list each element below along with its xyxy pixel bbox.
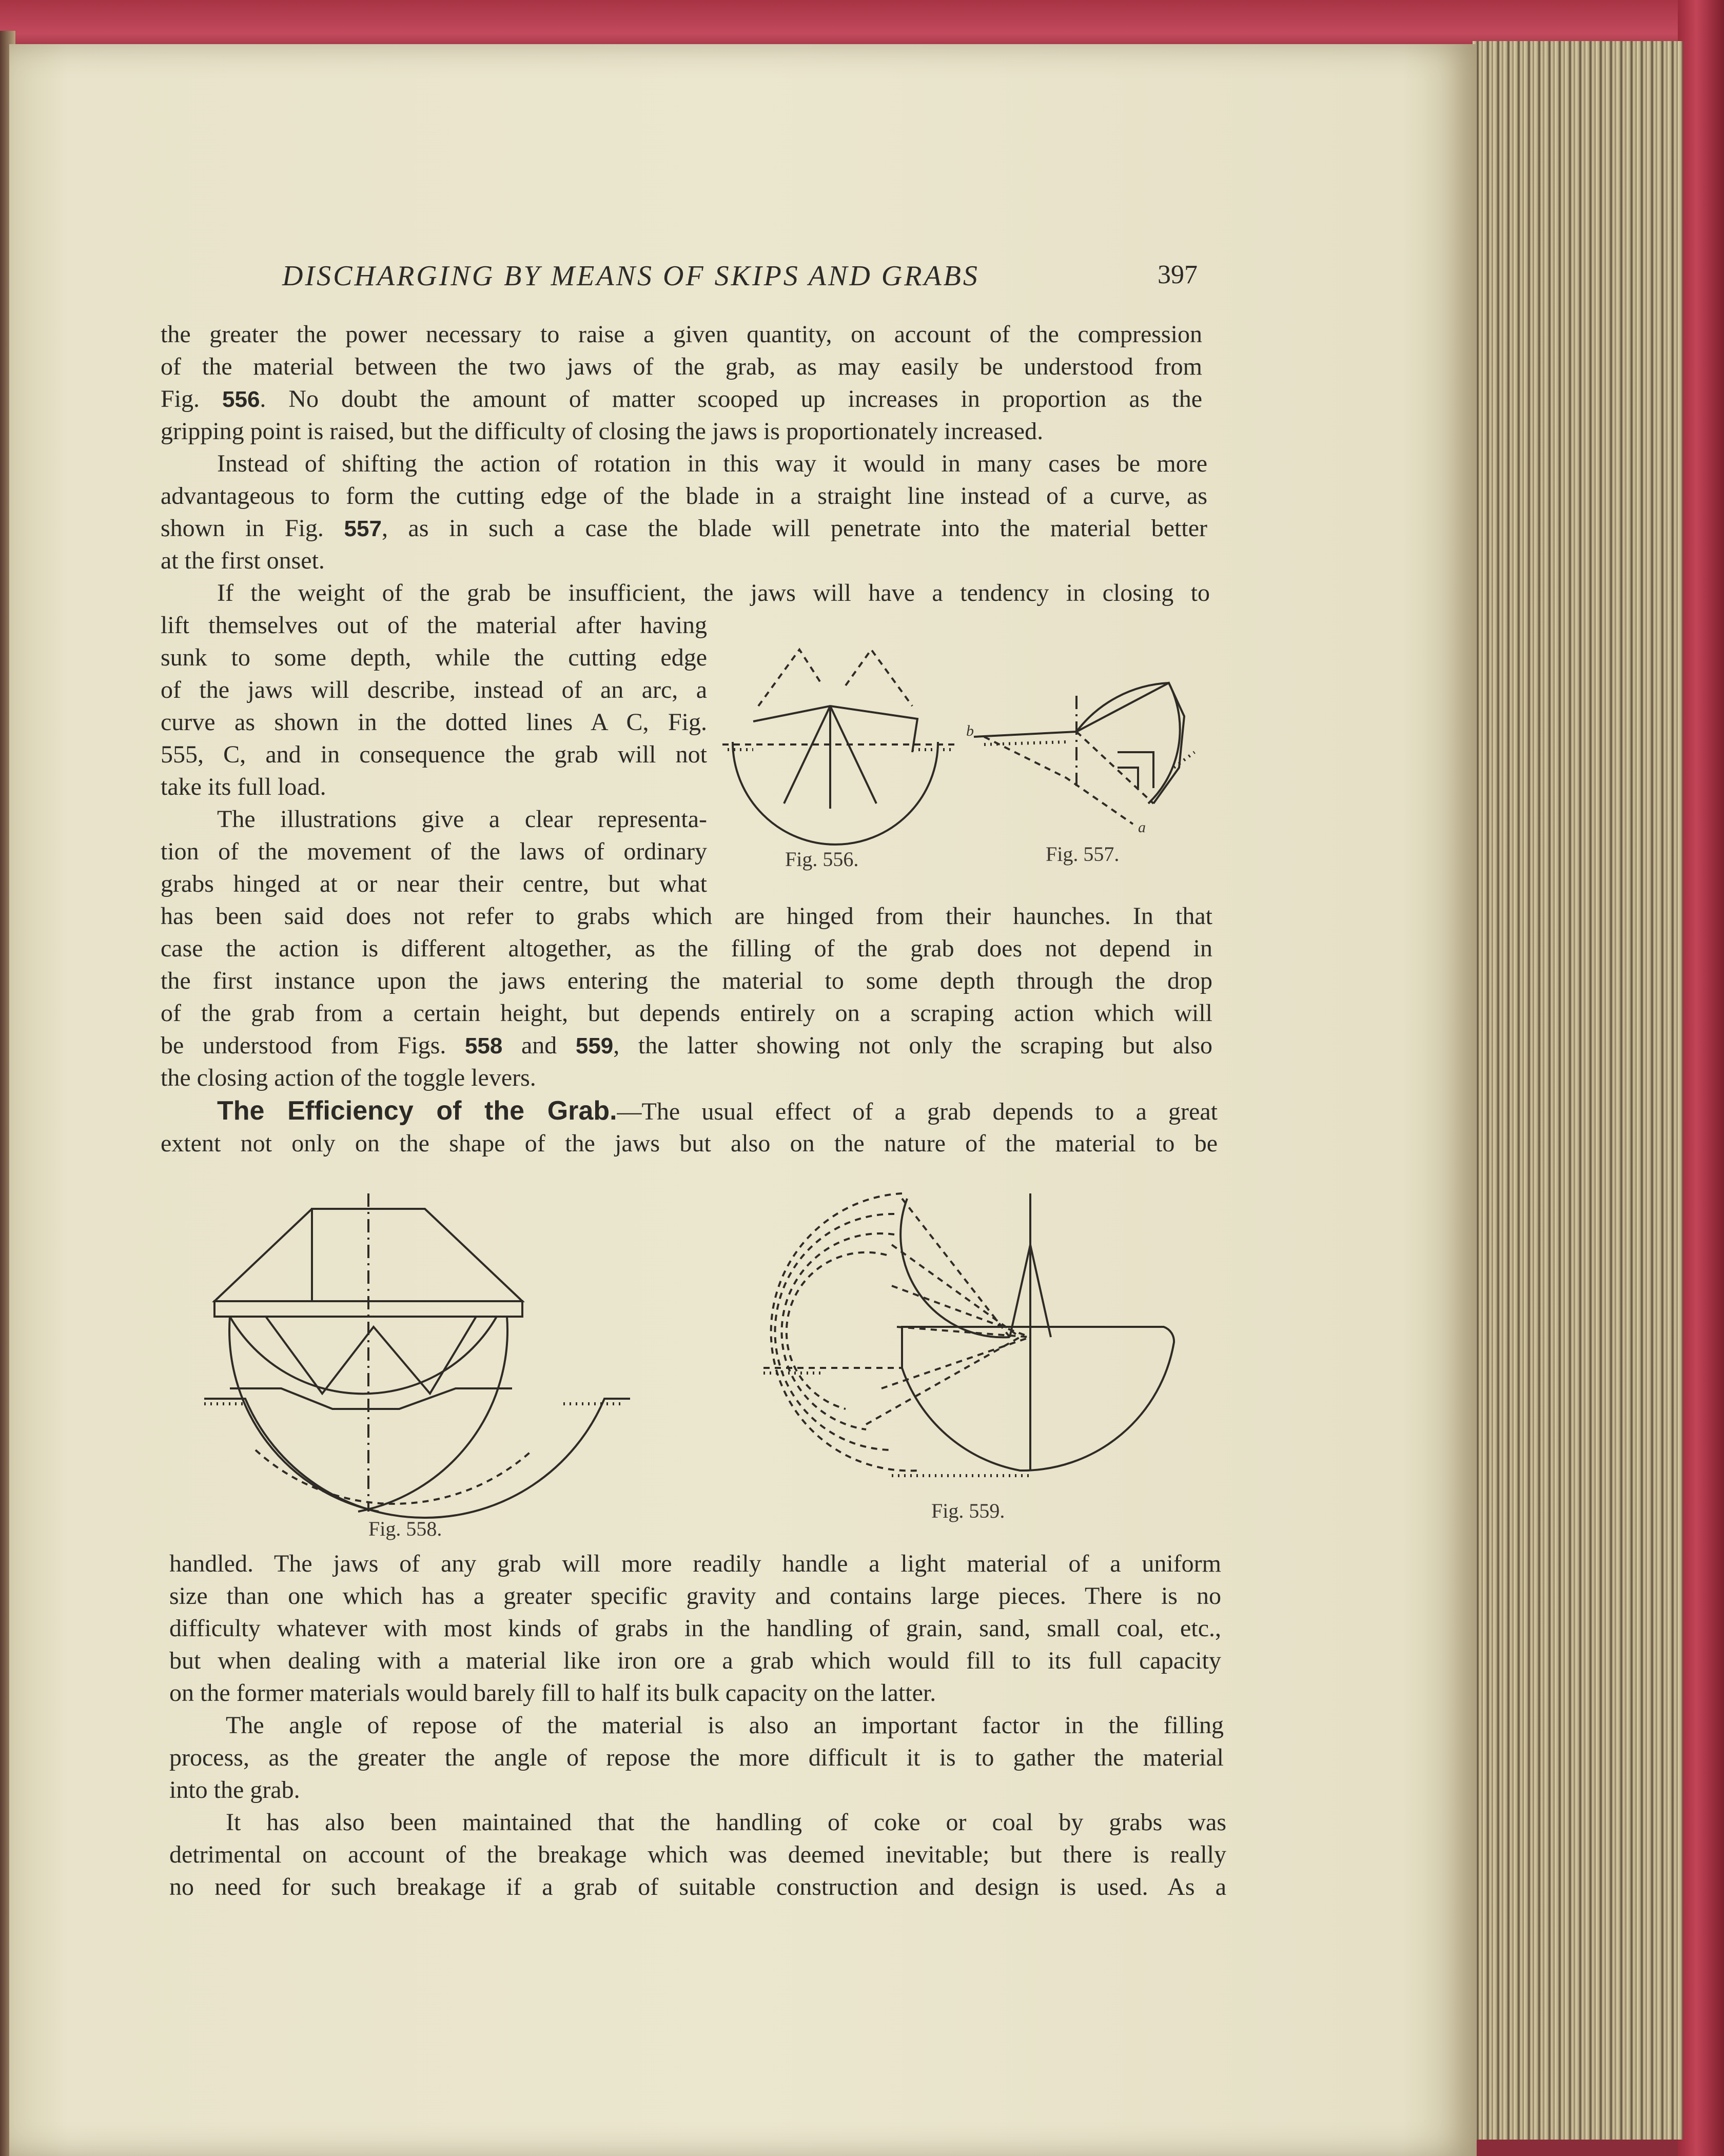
paragraph-6: [169, 1709, 1224, 1806]
text-line: be understood from Figs. 558 and 559, the latter showing not only the scraping but also: [161, 1032, 1212, 1059]
text-line: the closing action of the toggle levers.: [161, 1064, 536, 1091]
running-head: DISCHARGING BY MEANS OF SKIPS AND GRABS: [282, 260, 979, 292]
paragraph-4: [161, 900, 1212, 1094]
text-line: extent not only on the shape of the jaws but also on the nature of the material to be: [161, 1130, 1218, 1157]
text-line: gripping point is raised, but the difficulty of closing the jaws is proportionately increased.: [161, 418, 1044, 445]
text-line: advantageous to form the cutting edge of the blade in a straight line instead of a curve, as: [161, 482, 1207, 509]
text-line: handled. The jaws of any grab will more readily handle a light material of a uniform: [169, 1550, 1221, 1577]
book-page: [9, 44, 1477, 2156]
paragraph-1: [161, 318, 1202, 447]
caption-fig-558: Fig. 558.: [368, 1517, 442, 1540]
text-line: into the grab.: [169, 1776, 300, 1804]
text-line: has been said does not refer to grabs which are hinged from their haunches. In that: [161, 903, 1212, 930]
paragraph-7: [169, 1806, 1226, 1903]
text-line: It has also been maintained that the handling of coke or coal by grabs was: [226, 1809, 1226, 1836]
book-cover-right: [1678, 0, 1724, 2156]
paragraph-3: [161, 577, 1210, 609]
text-line: size than one which has a greater specific gravity and contains large pieces. There is no: [169, 1582, 1221, 1610]
text-line: at the first onset.: [161, 547, 325, 574]
fig-557-label-b: b: [966, 722, 974, 739]
paragraph-2: [161, 447, 1207, 577]
caption-fig-556: Fig. 556.: [785, 848, 859, 871]
caption-fig-557: Fig. 557.: [1046, 842, 1120, 866]
text-line: no need for such breakage if a grab of suitable construction and design is used. As a: [169, 1873, 1226, 1900]
page-edges: [1473, 41, 1683, 2140]
text-line: grabs hinged at or near their centre, but what: [161, 870, 707, 897]
text-line: on the former materials would barely fill to half its bulk capacity on the latter.: [169, 1679, 936, 1707]
text-line: process, as the greater the angle of repose the more difficult it is to gather the material: [169, 1744, 1224, 1771]
page-number: 397: [1158, 260, 1198, 289]
text-line: The illustrations give a clear representa-: [217, 806, 707, 833]
text-line: sunk to some depth, while the cutting edge: [161, 644, 707, 671]
text-line: The angle of repose of the material is also an important factor in the filling: [226, 1712, 1224, 1739]
fig-ref-556: 556: [222, 387, 260, 412]
fig-ref-558: 558: [464, 1033, 503, 1059]
paragraph-5: [169, 1547, 1221, 1709]
text-line: shown in Fig. 557, as in such a case the blade will penetrate into the material better: [161, 515, 1207, 542]
caption-fig-559: Fig. 559.: [931, 1499, 1005, 1522]
text-line: difficulty whatever with most kinds of grabs in the handling of grain, sand, small coal, etc.,: [169, 1615, 1221, 1642]
figure-556-diagram: [722, 634, 958, 839]
section-heading: The Efficiency of the Grab.: [217, 1096, 617, 1126]
text-line: detrimental on account of the breakage which was deemed inevitable; but there is really: [169, 1841, 1226, 1868]
text-line: tion of the movement of the laws of ordinary: [161, 838, 707, 865]
figure-557-diagram: [964, 634, 1210, 850]
text-line: If the weight of the grab be insufficient, the jaws will have a tendency in closing to: [217, 579, 1210, 606]
text-line: lift themselves out of the material after having: [161, 612, 707, 639]
text-line: the greater the power necessary to raise a given quantity, on account of the compression: [161, 321, 1202, 348]
fig-ref-557: 557: [344, 516, 382, 541]
text-line: of the grab from a certain height, but depends entirely on a scraping action which will: [161, 999, 1212, 1027]
fig-ref-559: 559: [575, 1033, 614, 1059]
text-line: case the action is different altogether, as the filling of the grab does not depend in: [161, 935, 1212, 962]
figure-558-diagram: [214, 1183, 635, 1512]
text-line: but when dealing with a material like iron ore a grab which would fill to its full capacity: [169, 1647, 1221, 1674]
text-line: take its full load.: [161, 773, 326, 800]
fig-557-label-a: a: [1138, 819, 1146, 836]
text-line: Fig. 556. No doubt the amount of matter scooped up increases in proportion as the: [161, 385, 1202, 413]
text-line: of the material between the two jaws of the grab, as may easily be understood from: [161, 353, 1202, 380]
paragraph-4-narrow: [161, 803, 707, 900]
text-line: the first instance upon the jaws entering the material to some depth through the drop: [161, 967, 1212, 994]
text-line: Instead of shifting the action of rotation in this way it would in many cases be more: [217, 450, 1207, 477]
section-efficiency: [161, 1095, 1218, 1160]
text-line: of the jaws will describe, instead of an arc, a: [161, 676, 707, 703]
paragraph-3-narrow: [161, 609, 707, 803]
figure-559-diagram: [763, 1183, 1194, 1491]
text-line: The Efficiency of the Grab.—The usual effect of a grab depends to a great: [217, 1096, 1218, 1126]
text-line: 555, C, and in consequence the grab will not: [161, 741, 707, 768]
text-line: curve as shown in the dotted lines A C, Fig.: [161, 709, 707, 736]
